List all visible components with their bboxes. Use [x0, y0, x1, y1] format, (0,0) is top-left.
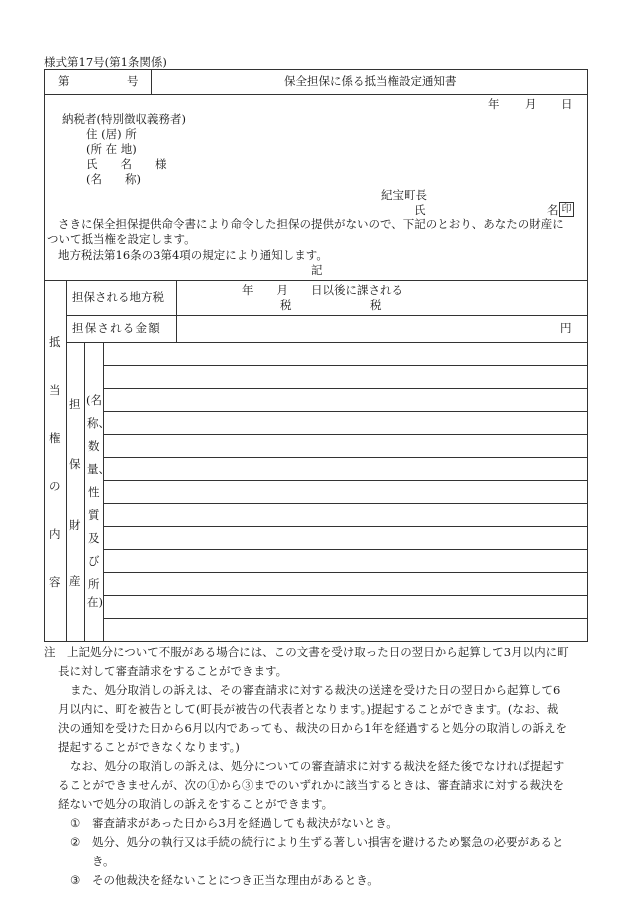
amount-unit-yen: 円 [560, 321, 572, 335]
asset-row-line [103, 365, 587, 366]
asset-row-line [103, 411, 587, 412]
asset-sub-char: 数 [88, 439, 100, 453]
asset-sub-char: び [88, 554, 100, 568]
frame-bottom [44, 641, 588, 642]
asset-label-divider [84, 342, 85, 641]
row-2-bottom [66, 342, 587, 343]
note-item-3: その他裁決を経ないことにつき正当な理由があるとき。 [92, 873, 379, 887]
note-item-2a: 処分、処分の執行又は手続の続行により生ずる著しい損害を避けるため緊急の必要があると [92, 835, 564, 849]
note-item-2b: き。 [92, 854, 115, 868]
asset-sub-divider [103, 342, 104, 641]
body-line-3: 地方税法第16条の3第4項の規定により通知します。 [58, 248, 328, 262]
note-line-3: また、処分取消しの訴えは、その審査請求に対する裁決の送達を受けた日の翌日から起算して6 [70, 683, 561, 697]
side-label-char: 容 [49, 575, 61, 589]
asset-label-char: 保 [69, 457, 81, 471]
asset-sub-char: (名 [86, 393, 102, 407]
note-item-3-number: ③ [70, 873, 81, 887]
asset-sub-char: 所 [88, 577, 100, 591]
frame-left [44, 69, 45, 641]
frame-right [587, 69, 588, 641]
asset-row-line [103, 434, 587, 435]
seal-mark: 印 [559, 202, 574, 217]
asset-row-line [103, 549, 587, 550]
header-divider [151, 69, 152, 94]
asset-row-line [103, 572, 587, 573]
date-month: 月 [525, 97, 537, 111]
asset-sub-char: 及 [88, 531, 100, 545]
ki-heading: 記 [311, 263, 323, 277]
table-top-line [44, 280, 588, 281]
side-label-char: 内 [49, 527, 61, 541]
asset-sub-char: 量、 [87, 462, 110, 476]
asset-row-line [103, 388, 587, 389]
address-label: 住 (居) 所 [86, 127, 137, 141]
note-line-2: 長に対して審査請求をすることができます。 [58, 664, 288, 678]
note-line-6: 提起することができなくなります。) [58, 740, 240, 754]
number-label-go: 号 [127, 74, 139, 88]
issuer-town: 紀宝町長 [381, 188, 427, 202]
asset-sub-char: 称、 [87, 416, 110, 430]
secured-tax-date-line: 年 月 日以後に課される [242, 283, 403, 297]
row-1-bottom [66, 315, 587, 316]
location-label: (所 在 地) [86, 142, 137, 156]
asset-row-line [103, 618, 587, 619]
side-label-char: 権 [49, 431, 61, 445]
asset-row-line [103, 526, 587, 527]
asset-row-line [103, 595, 587, 596]
side-label-char: 当 [49, 383, 61, 397]
note-line-8: ることができませんが、次の①から③までのいずれかに該当するときは、審査請求に対する裁決を [58, 778, 564, 792]
corporate-name-label: (名 称) [86, 172, 141, 186]
note-line-4: 月以内に、町を被告として(町長が被告の代表者となります。)提起することができます。(なお、裁 [58, 702, 559, 716]
date-day: 日 [561, 97, 573, 111]
asset-sub-char: 在) [87, 595, 103, 609]
side-label-char: 抵 [49, 335, 61, 349]
document-title: 保全担保に係る抵当権設定通知書 [284, 74, 457, 88]
note-line-7: なお、処分の取消しの訴えは、処分についての審査請求に対する裁決を経た後でなければ提起す [70, 759, 565, 773]
body-line-1: さきに保全担保提供命令書により命令した担保の提供がないので、下記のとおり、あなたの財産に [58, 217, 564, 231]
secured-amount-label: 担保される金額 [72, 321, 161, 335]
asset-label-char: 財 [69, 518, 81, 532]
secured-tax-label: 担保される地方税 [72, 290, 164, 304]
note-item-1-number: ① [70, 816, 81, 830]
secured-tax-zei-1: 税 [280, 298, 292, 312]
asset-label-char: 担 [69, 397, 81, 411]
asset-row-line [103, 480, 587, 481]
asset-sub-char: 質 [88, 508, 100, 522]
asset-label-char: 産 [69, 574, 81, 588]
asset-row-line [103, 457, 587, 458]
note-line-9: 経ないで処分の取消しの訴えをすることができます。 [58, 797, 334, 811]
secured-tax-zei-2: 税 [370, 298, 382, 312]
header-bottom-line [44, 94, 588, 95]
note-line-1: 注 上記処分について不服がある場合には、この文書を受け取った日の翌日から起算して3月以内に町 [44, 645, 569, 659]
form-number: 様式第17号(第1条関係) [44, 55, 167, 69]
note-line-5: 決の通知を受けた日から6月以内であっても、裁決の日から1年を経過すると処分の取消しの訴えを [58, 721, 568, 735]
date-year: 年 [488, 97, 500, 111]
note-item-2-number: ② [70, 835, 81, 849]
side-column-divider [66, 280, 67, 641]
asset-row-line [103, 503, 587, 504]
body-line-2: ついて抵当権を設定します。 [47, 232, 196, 246]
issuer-shi: 氏 [414, 203, 426, 217]
name-label: 氏 名 様 [86, 157, 167, 171]
issuer-mei: 名 [547, 203, 559, 217]
label-column-divider [176, 280, 177, 342]
note-item-1: 審査請求があった日から3月を経過しても裁決がないとき。 [92, 816, 398, 830]
taxpayer-label: 納税者(特別徴収義務者) [62, 112, 186, 126]
side-label-char: の [49, 479, 61, 493]
asset-sub-char: 性 [88, 485, 100, 499]
number-label-dai: 第 [58, 74, 70, 88]
frame-top [44, 69, 588, 70]
